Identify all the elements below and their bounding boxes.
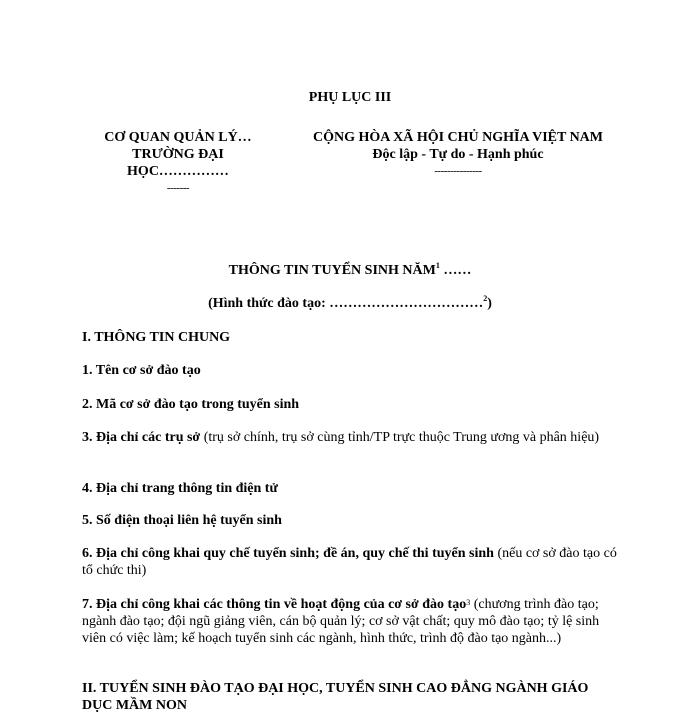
nation-name: CỘNG HÒA XÃ HỘI CHỦ NGHĨA VIỆT NAM <box>312 130 603 145</box>
agency-line-3: HỌC…………… <box>127 164 229 179</box>
section-1-heading: I. THÔNG TIN CHUNG <box>82 330 231 345</box>
item-5-label: 5. Số điện thoại liên hệ tuyển sinh <box>82 513 282 528</box>
item-1-label: 1. Tên cơ sở đào tạo <box>82 363 201 378</box>
training-form-line <box>0 296 700 312</box>
item-7-desc: (chương trình đào tạo; ngành đào tạo; đội ngũ giảng viên, cán bộ quản lý; cơ sở vật chất; quy mô đào tạo; tỷ lệ sinh viên có việc làm; kế hoạch tuyển sinh các ngành, hình thức, trình độ đào tạo ngành...) <box>82 597 600 646</box>
national-header <box>278 129 638 180</box>
document-title <box>0 263 700 279</box>
national-motto: Độc lập - Tự do - Hạnh phúc <box>372 147 544 162</box>
appendix-title: PHỤ LỤC III <box>308 90 392 105</box>
item-4-label: 4. Địa chỉ trang thông tin điện tử <box>82 481 278 496</box>
item-2 <box>82 396 618 413</box>
training-form-text: (Hình thức đào tạo: …………………………… <box>208 296 484 311</box>
footnote-ref-3: 3 <box>466 598 471 607</box>
agency-line-2: TRƯỜNG ĐẠI <box>132 147 224 162</box>
title-tail: …… <box>439 263 472 278</box>
section-2-heading: II. TUYỂN SINH ĐÀO TẠO ĐẠI HỌC, TUYỂN SINH CAO ĐẲNG NGÀNH GIÁO DỤC MẦM NON <box>82 681 589 713</box>
item-6 <box>82 545 618 579</box>
training-form-close: ) <box>487 296 492 311</box>
item-6-desc: (nếu cơ sở đào tạo có tổ chức thi) <box>82 546 617 578</box>
item-3-desc: (trụ sở chính, trụ sở cùng tỉnh/TP trực thuộc Trung ương và phân hiệu) <box>200 430 600 445</box>
agency-line-1: CƠ QUAN QUẢN LÝ… <box>104 130 252 145</box>
item-6-label: 6. Địa chỉ công khai quy chế tuyển sinh; đề án, quy chế thi tuyển sinh <box>82 546 494 561</box>
item-3 <box>82 429 618 446</box>
title-text: THÔNG TIN TUYỂN SINH NĂM <box>228 263 436 278</box>
item-7-label: 7. Địa chỉ công khai các thông tin về hoạt động của cơ sở đào tạo <box>82 597 467 612</box>
agency-divider: ------- <box>166 182 190 194</box>
item-1 <box>82 362 618 379</box>
item-3-label: 3. Địa chỉ các trụ sở <box>82 430 201 445</box>
motto-divider: --------------- <box>434 165 482 177</box>
item-5 <box>82 512 618 529</box>
agency-header <box>88 129 268 197</box>
footnote-ref-2: 2 <box>483 294 488 303</box>
item-7 <box>82 596 618 647</box>
footnote-ref-1: 1 <box>435 261 440 270</box>
item-4 <box>82 480 618 497</box>
item-2-label: 2. Mã cơ sở đào tạo trong tuyển sinh <box>82 397 300 412</box>
